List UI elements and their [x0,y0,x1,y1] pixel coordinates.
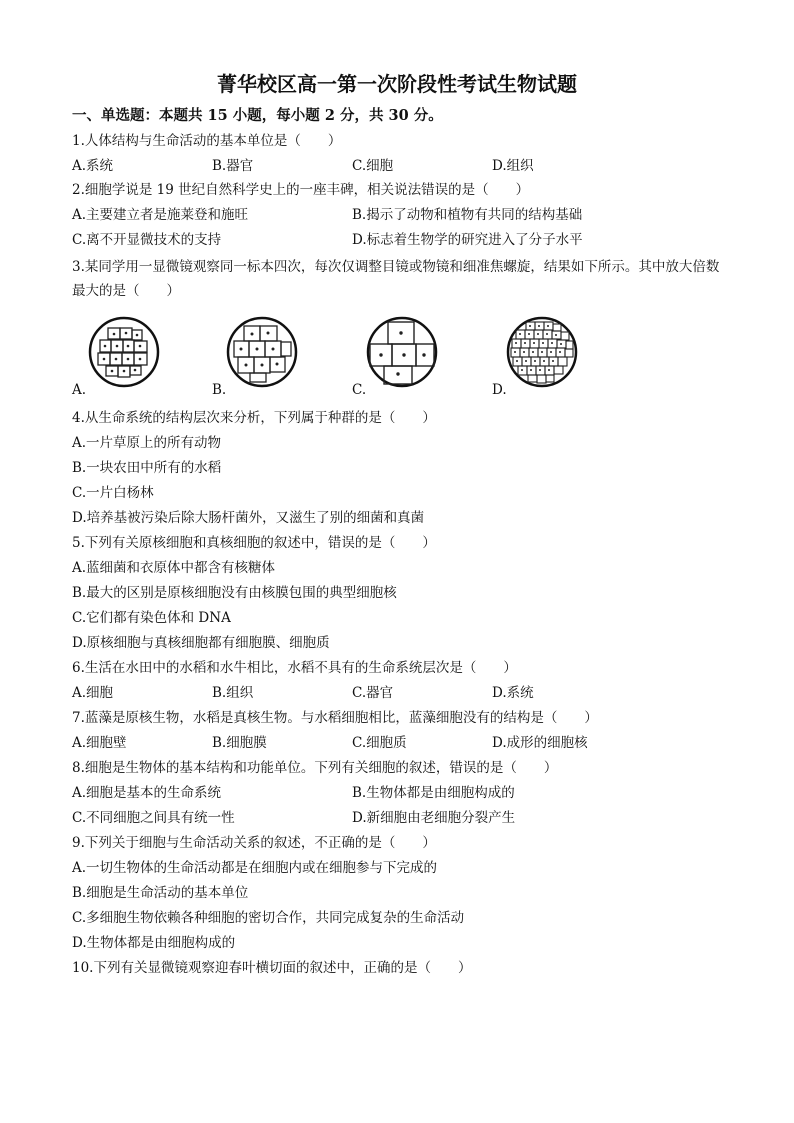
q4-option-c: C.一片白杨林 [72,485,154,501]
q1-option-a: A.系统 [72,158,114,174]
q4-option-a: A.一片草原上的所有动物 [72,435,222,451]
q2-option-c: C.离不开显微技术的支持 [72,232,222,248]
q4-option-d: D.培养基被污染后除大肠杆菌外，又滋生了别的细菌和真菌 [72,510,425,526]
q7-option-c: C.细胞质 [352,735,407,751]
q9-option-d: D.生物体都是由细胞构成的 [72,935,236,951]
question-6-stem: 6.生活在水田中的水稻和水牛相比，水稻不具有的生命系统层次是（ ） [72,660,517,676]
q5-option-c: C.它们都有染色体和 DNA [72,610,231,626]
page-title: 菁华校区高一第一次阶段性考试生物试题 [217,72,577,96]
q9-option-b: B.细胞是生命活动的基本单位 [72,885,249,901]
q5-option-a: A.蓝细菌和衣原体中都含有核糖体 [72,560,276,576]
q6-option-a: A.细胞 [72,685,114,701]
microscope-view-d [506,316,578,388]
question-5-stem: 5.下列有关原核细胞和真核细胞的叙述中，错误的是（ ） [72,535,436,551]
q8-option-c: C.不同细胞之间具有统一性 [72,810,235,826]
q2-option-b: B.揭示了动物和植物有共同的结构基础 [352,207,583,223]
question-7-stem: 7.蓝藻是原核生物，水稻是真核生物。与水稻细胞相比，蓝藻细胞没有的结构是（ ） [72,710,598,726]
section-heading: 一、单选题：本题共 15 小题，每小题 2 分，共 30 分。 [72,107,443,124]
question-2-stem: 2.细胞学说是 19 世纪自然科学史上的一座丰碑，相关说法错误的是（ ） [72,182,530,198]
microscope-view-c [366,316,438,388]
microscope-view-b [226,316,298,388]
question-8-stem: 8.细胞是生物体的基本结构和功能单位。下列有关细胞的叙述，错误的是（ ） [72,760,558,776]
q3-option-a: A. [72,382,87,398]
q8-option-a: A.细胞是基本的生命系统 [72,785,222,801]
q5-option-b: B.最大的区别是原核细胞没有由核膜包围的典型细胞核 [72,585,397,601]
question-4-stem: 4.从生命系统的结构层次来分析，下列属于种群的是（ ） [72,410,436,426]
q9-option-c: C.多细胞生物依赖各种细胞的密切合作，共同完成复杂的生命活动 [72,910,465,926]
q7-option-a: A.细胞壁 [72,735,127,751]
q5-option-d: D.原核细胞与真核细胞都有细胞膜、细胞质 [72,635,330,651]
q6-option-c: C.器官 [352,685,394,701]
question-3-stem: 3.某同学用一显微镜观察同一标本四次，每次仅调整目镜或物镜和细准焦螺旋，结果如下所示。其中放大倍数最大的是（ ） [72,259,720,299]
question-10-stem: 10.下列有关显微镜观察迎春叶横切面的叙述中，正确的是（ ） [72,960,472,976]
q3-option-d: D. [492,382,507,398]
q3-option-c: C. [352,382,367,398]
q3-option-b: B. [212,382,227,398]
q2-option-d: D.标志着生物学的研究进入了分子水平 [352,232,583,248]
q1-option-c: C.细胞 [352,158,394,174]
question-1-stem: 1.人体结构与生命活动的基本单位是（ ） [72,133,342,149]
q4-option-b: B.一块农田中所有的水稻 [72,460,222,476]
q1-option-d: D.组织 [492,158,534,174]
q2-option-a: A.主要建立者是施莱登和施旺 [72,207,249,223]
q7-option-d: D.成形的细胞核 [492,735,588,751]
q1-option-b: B.器官 [212,158,254,174]
q6-option-d: D.系统 [492,685,534,701]
q6-option-b: B.组织 [212,685,254,701]
question-9-stem: 9.下列关于细胞与生命活动关系的叙述，不正确的是（ ） [72,835,436,851]
q8-option-b: B.生物体都是由细胞构成的 [352,785,515,801]
q7-option-b: B.细胞膜 [212,735,267,751]
q8-option-d: D.新细胞由老细胞分裂产生 [352,810,516,826]
microscope-view-a [88,316,160,388]
q9-option-a: A.一切生物体的生命活动都是在细胞内或在细胞参与下完成的 [72,860,438,876]
